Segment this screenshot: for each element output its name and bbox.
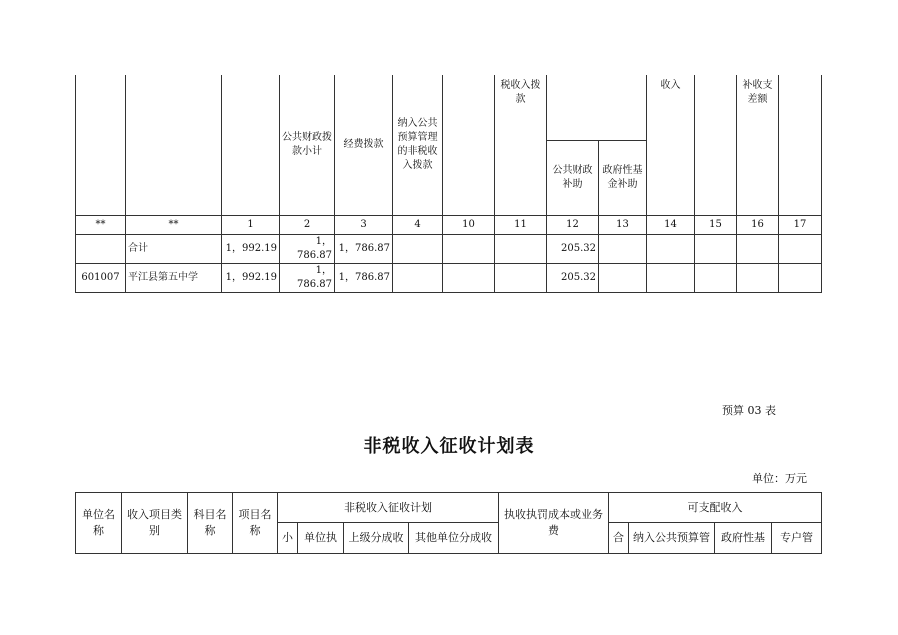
row-value: [695, 234, 737, 263]
index-cell: 14: [647, 215, 695, 234]
row-value: [393, 263, 443, 292]
header-unit-exec: 单位执: [298, 523, 344, 554]
row-value: [495, 263, 547, 292]
unit-label: 单位：万元: [752, 472, 807, 485]
index-row: [76, 215, 822, 234]
header-budget-managed: 纳入公共预算管: [629, 523, 715, 554]
index-cell: 3: [335, 215, 393, 234]
header-other-share: 其他单位分成收: [409, 523, 499, 554]
row-value: 1，786.87: [335, 263, 393, 292]
table-code-label: 预算 03 表: [722, 404, 776, 417]
index-cell: 17: [779, 215, 822, 234]
header-disposable-income: 可支配收入: [609, 493, 822, 523]
nontax-plan-table: [75, 492, 822, 554]
row-value: 205.32: [547, 234, 599, 263]
header-unit-name: 单位名称: [76, 493, 122, 554]
index-cell: 11: [495, 215, 547, 234]
row-value: [737, 263, 779, 292]
header-gov-fund: 政府性基: [715, 523, 772, 554]
row-value: [393, 234, 443, 263]
row-code: 601007: [76, 263, 126, 292]
header-special-account: 专户管: [772, 523, 822, 554]
header-item-type: 收入项目类别: [122, 493, 188, 554]
row-value: 205.32: [547, 263, 599, 292]
row-name: 平江县第五中学: [126, 263, 222, 292]
index-cell: 2: [280, 215, 335, 234]
header-enforcement-cost: 执收执罚成本或业务费: [499, 493, 609, 554]
header-cell-nontax-allocation: 纳入公共预算管理的非税收入拨款: [393, 75, 443, 215]
index-cell: 13: [599, 215, 647, 234]
index-cell: 4: [393, 215, 443, 234]
header-cell-fiscal-subsidy: 公共财政补助: [547, 140, 599, 215]
row-value: [443, 234, 495, 263]
row-value: [495, 234, 547, 263]
row-value: [647, 263, 695, 292]
header-cell-funding: 经费拨款: [335, 75, 393, 215]
header-cell-tax-allocation: 税收入拨款: [495, 75, 547, 215]
row-value: 1，992.19: [222, 263, 280, 292]
index-cell: 10: [443, 215, 495, 234]
header-cell-col17: [779, 75, 822, 215]
header-project-name: 项目名称: [233, 493, 278, 554]
row-value: 1，992.19: [222, 234, 280, 263]
header-cell-fund-subsidy: 政府性基金补助: [599, 140, 647, 215]
header-cell-balance-supplement: 补收支差额: [737, 75, 779, 215]
header-cell-v1: [222, 75, 280, 215]
header-cell-fiscal-subtotal: 公共财政拨款小计: [280, 75, 335, 215]
header-cell-col10: [443, 75, 495, 215]
row-value: [599, 234, 647, 263]
row-value: [599, 263, 647, 292]
row-value: [647, 234, 695, 263]
header-cell-subsidy-group: [547, 75, 647, 140]
header-total: 合: [609, 523, 629, 554]
index-cell: 15: [695, 215, 737, 234]
header-subject-name: 科目名称: [188, 493, 233, 554]
header-subtotal: 小: [278, 523, 298, 554]
row-value: [737, 234, 779, 263]
table-row: [76, 263, 822, 292]
page-title: 非税收入征收计划表: [363, 436, 535, 457]
row-name: 合计: [126, 234, 222, 263]
header-cell-col15: [695, 75, 737, 215]
row-value: 1，786.87: [280, 263, 335, 292]
index-cell: 12: [547, 215, 599, 234]
header-cell-name: [126, 75, 222, 215]
row-value: [779, 234, 822, 263]
row-value: [443, 263, 495, 292]
index-cell: 1: [222, 215, 280, 234]
row-code: [76, 234, 126, 263]
index-cell: 16: [737, 215, 779, 234]
row-value: [779, 263, 822, 292]
index-cell: **: [76, 215, 126, 234]
table-row: [76, 234, 822, 263]
header-cell-income: 收入: [647, 75, 695, 215]
index-cell: **: [126, 215, 222, 234]
row-value: 1，786.87: [280, 234, 335, 263]
header-collection-plan: 非税收入征收计划: [278, 493, 499, 523]
row-value: [695, 263, 737, 292]
header-upper-share: 上级分成收: [344, 523, 409, 554]
header-cell-code: [76, 75, 126, 215]
row-value: 1，786.87: [335, 234, 393, 263]
revenue-table-top: [75, 75, 822, 293]
